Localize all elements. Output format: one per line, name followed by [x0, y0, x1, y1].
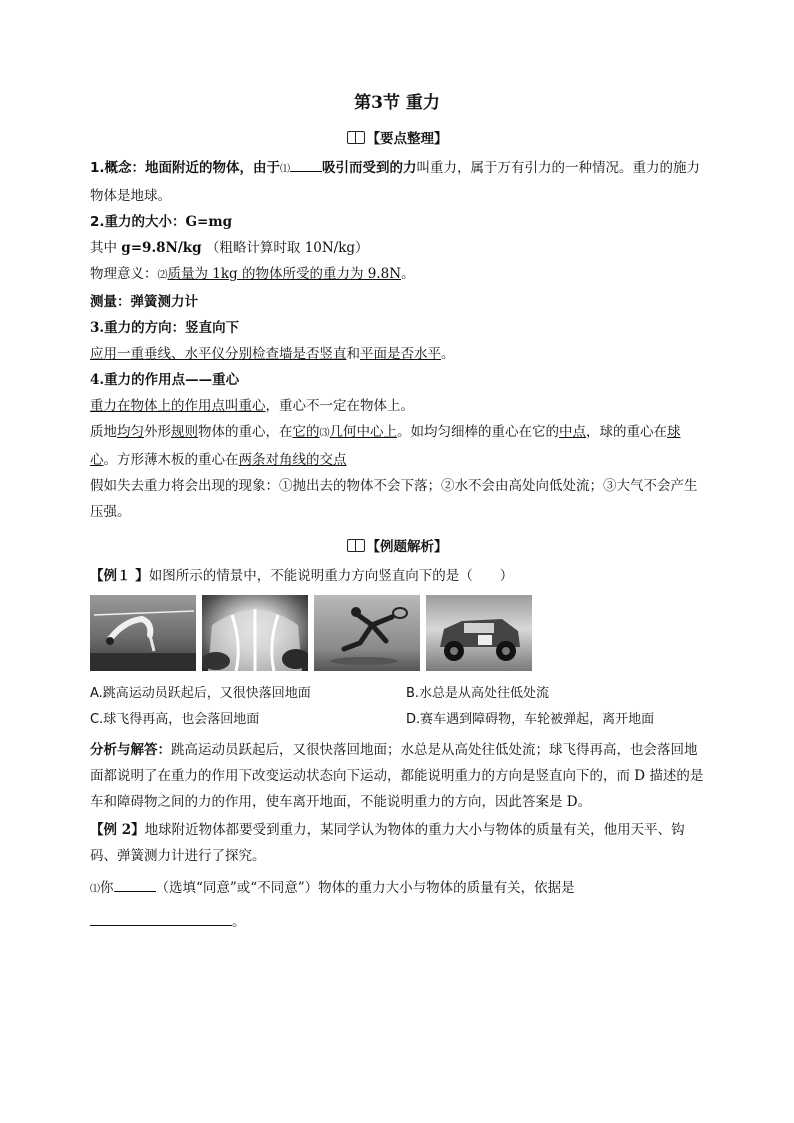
measure-line: 测量：弹簧测力计 — [90, 294, 198, 310]
answer-blank-1[interactable] — [290, 157, 322, 172]
section-heading-key-points: 【要点整理】 — [90, 127, 704, 147]
g-value: 其中 g=9.8N/kg （粗略计算时取 10N/kg） — [90, 240, 369, 256]
regular-object-center: 质地均匀外形规则物体的重心，在它的⑶几何中心上。如均匀细棒的重心在它的中点，球的重心在球心。方形薄木板的重心在两条对角线的交点 — [90, 424, 681, 468]
example-1-question: 【例１ 】如图所示的情景中，不能说明重力方向竖直向下的是（ ） — [90, 568, 514, 584]
option-c[interactable]: C.球飞得再高，也会落回地面 — [90, 712, 260, 727]
physical-meaning: 物理意义：⑵质量为 1kg 的物体所受的重力为 9.8N。 — [90, 266, 415, 282]
center-of-gravity-definition: 重力在物体上的作用点叫重心，重心不一定在物体上。 — [90, 398, 414, 414]
example-2-question: 【例 2】地球附近物体都要受到重力，某同学认为物体的重力大小与物体的质量有关，他用天平、钩码、弹簧测力计进行了探究。 — [90, 822, 685, 864]
example-1-photos — [90, 595, 704, 671]
no-gravity-phenomena: 假如失去重力将会出现的现象：①抛出去的物体不会下落；②水不会由高处向低处流；③大气不会产生压强。 — [90, 478, 698, 520]
center-of-gravity-heading: 4.重力的作用点——重心 — [90, 372, 240, 388]
example-1-analysis: 分析与解答：跳高运动员跃起后，又很快落回地面；水总是从高处往低处流；球飞得再高，也会落回地面都说明了在重力的作用下改变运动状态向下运动，都能说明重力的方向是竖直向下的，而 D 描述的是车和障碍物之间的力的作用，使车离开地面，不能说明重力的方向，因此答案是 D。 — [90, 742, 704, 810]
answer-blank-reason[interactable] — [90, 911, 232, 926]
example-2-part-1: ⑴你 （选填“同意”或“不同意”）物体的重力大小与物体的质量有关，依据是 — [90, 875, 704, 903]
gravity-direction: 3.重力的方向：竖直向下 — [90, 320, 240, 336]
concept-paragraph: 1.概念：地面附近的物体，由于⑴ 吸引而受到的力叫重力，属于万有引力的一种情况。重力的施力物体是地球。 — [90, 155, 704, 209]
tennis-player-photo — [314, 595, 420, 671]
document-page — [90, 80, 704, 935]
page-title: 第3节 重力 — [354, 93, 440, 113]
high-jump-photo — [90, 595, 196, 671]
example-1-options — [90, 681, 704, 733]
rally-car-photo — [426, 595, 532, 671]
book-icon — [347, 131, 365, 144]
gravity-size: 2.重力的大小：G=mg — [90, 214, 233, 230]
section-heading-examples: 【例题解析】 — [90, 535, 704, 555]
book-icon — [347, 539, 365, 552]
option-b[interactable]: B.水总是从高处往低处流 — [406, 686, 550, 701]
answer-blank-agree[interactable] — [114, 877, 156, 892]
example-2-reason-line: 。 — [90, 909, 704, 935]
waterfall-photo — [202, 595, 308, 671]
direction-application: 应用一重垂线、水平仪分别检查墙是否竖直和平面是否水平。 — [90, 346, 455, 362]
option-a[interactable]: A.跳高运动员跃起后，又很快落回地面 — [90, 686, 311, 701]
option-d[interactable]: D.赛车遇到障碍物，车轮被弹起，离开地面 — [406, 712, 655, 727]
